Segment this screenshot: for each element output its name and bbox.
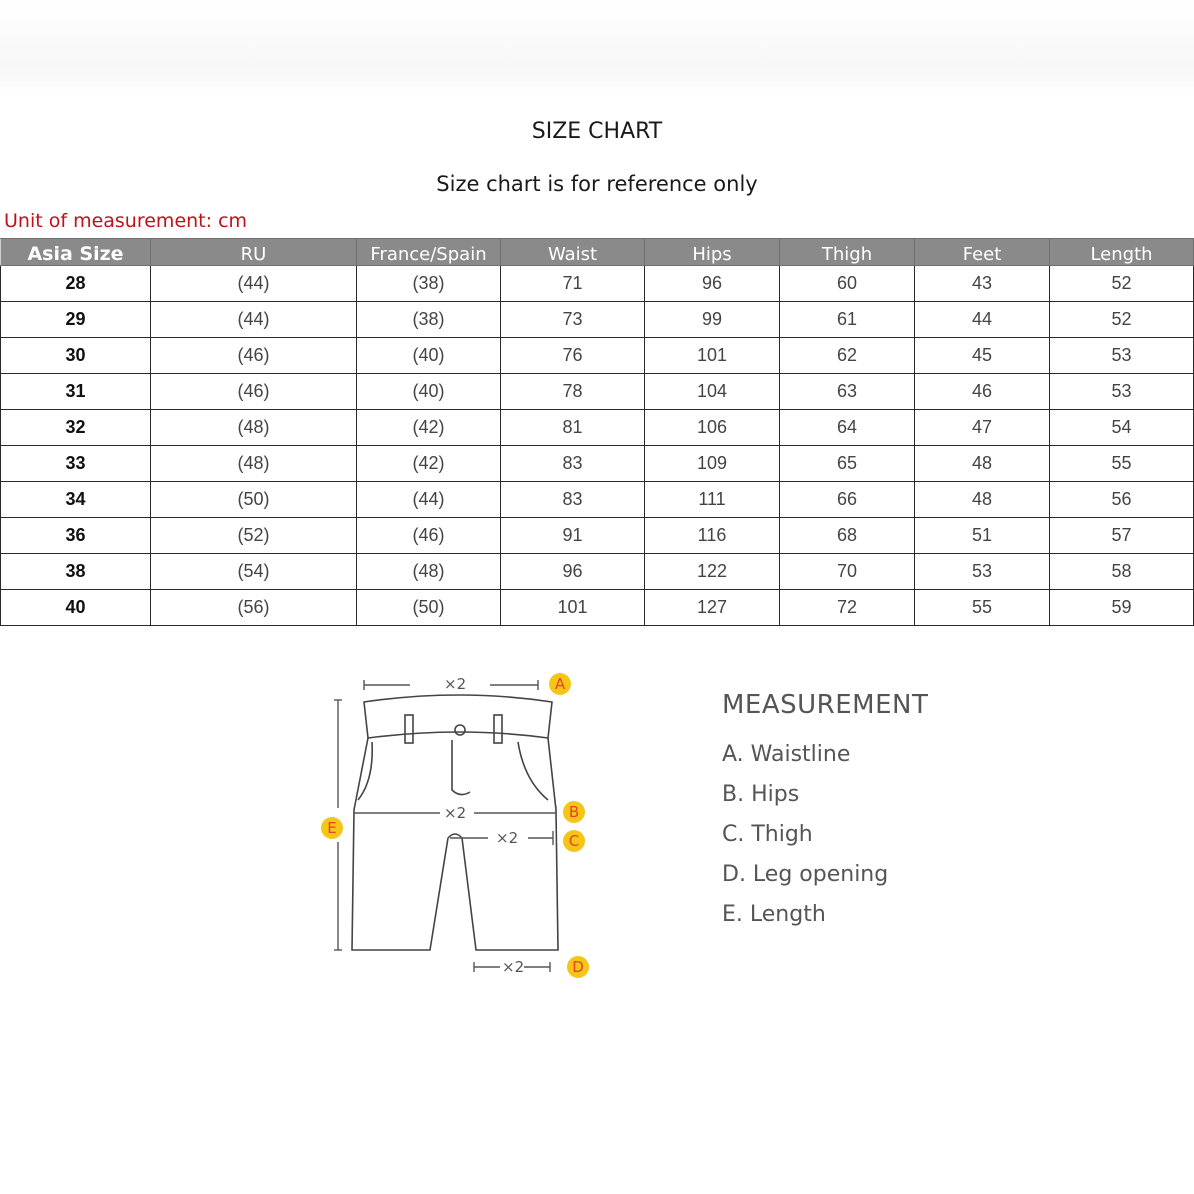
size-cell: 28: [1, 266, 151, 302]
header-waist: Waist: [501, 239, 645, 266]
table-header-row: [1, 239, 1194, 266]
header-ru: RU: [151, 239, 357, 266]
table-row: [1, 518, 1194, 554]
table-cell: 104: [645, 374, 780, 410]
table-cell: 48: [915, 482, 1050, 518]
marker-e-label: E: [327, 819, 337, 837]
table-cell: (42): [357, 410, 501, 446]
table-cell: 55: [1050, 446, 1194, 482]
x2-label-c: ×2: [496, 829, 519, 847]
table-cell: 96: [501, 554, 645, 590]
table-cell: 47: [915, 410, 1050, 446]
marker-c-label: C: [568, 832, 580, 850]
table-row: [1, 302, 1194, 338]
left-leg-outline: [352, 738, 448, 950]
header-asia-size: Asia Size: [1, 239, 151, 266]
table-cell: 61: [780, 302, 915, 338]
table-cell: 54: [1050, 410, 1194, 446]
table-cell: 76: [501, 338, 645, 374]
header-feet: Feet: [915, 239, 1050, 266]
size-cell: 38: [1, 554, 151, 590]
waistband-shape: [364, 695, 552, 738]
table-cell: 109: [645, 446, 780, 482]
page-title: SIZE CHART: [531, 119, 663, 144]
table-cell: (52): [151, 518, 357, 554]
measurement-item-hips: B. Hips: [722, 782, 800, 807]
header-length: Length: [1050, 239, 1194, 266]
table-row: [1, 482, 1194, 518]
table-cell: 91: [501, 518, 645, 554]
table-cell: 56: [1050, 482, 1194, 518]
table-cell: 53: [1050, 374, 1194, 410]
belt-loop-right: [494, 715, 502, 743]
table-cell: 45: [915, 338, 1050, 374]
table-cell: (40): [357, 338, 501, 374]
belt-loop-left: [405, 715, 413, 743]
table-cell: (40): [357, 374, 501, 410]
table-cell: 62: [780, 338, 915, 374]
table-cell: 101: [645, 338, 780, 374]
marker-a-label: A: [554, 675, 566, 693]
x2-label-d: ×2: [502, 958, 525, 976]
table-cell: 122: [645, 554, 780, 590]
table-cell: 60: [780, 266, 915, 302]
table-cell: (44): [151, 302, 357, 338]
size-cell: 40: [1, 590, 151, 626]
table-row: [1, 338, 1194, 374]
table-cell: 53: [1050, 338, 1194, 374]
top-fade-band: [0, 0, 1194, 95]
table-cell: 72: [780, 590, 915, 626]
table-body: [1, 266, 1194, 626]
table-cell: 53: [915, 554, 1050, 590]
table-cell: (54): [151, 554, 357, 590]
measurement-item-length: E. Length: [722, 902, 826, 927]
table-cell: 96: [645, 266, 780, 302]
table-cell: 52: [1050, 302, 1194, 338]
table-cell: (44): [357, 482, 501, 518]
size-cell: 34: [1, 482, 151, 518]
table-cell: 106: [645, 410, 780, 446]
table-cell: (50): [357, 590, 501, 626]
table-cell: (46): [151, 338, 357, 374]
table-cell: (44): [151, 266, 357, 302]
shorts-diagram: [310, 660, 610, 990]
measurement-item-waistline: A. Waistline: [722, 742, 851, 767]
measurement-item-thigh: C. Thigh: [722, 822, 813, 847]
table-cell: 99: [645, 302, 780, 338]
table-cell: 51: [915, 518, 1050, 554]
fly-shape: [452, 740, 470, 795]
table-cell: 116: [645, 518, 780, 554]
table-cell: 57: [1050, 518, 1194, 554]
table-cell: 44: [915, 302, 1050, 338]
table-cell: 48: [915, 446, 1050, 482]
table-cell: 59: [1050, 590, 1194, 626]
marker-b-label: B: [568, 803, 580, 821]
size-cell: 29: [1, 302, 151, 338]
table-cell: 64: [780, 410, 915, 446]
table-row: [1, 374, 1194, 410]
size-table: [0, 238, 1194, 626]
table-cell: (48): [151, 446, 357, 482]
table-cell: 78: [501, 374, 645, 410]
button-shape: [455, 725, 465, 735]
table-cell: 127: [645, 590, 780, 626]
marker-d-label: D: [572, 958, 584, 976]
size-cell: 31: [1, 374, 151, 410]
table-cell: 65: [780, 446, 915, 482]
x2-label-b: ×2: [444, 804, 467, 822]
measurement-item-leg-opening: D. Leg opening: [722, 862, 889, 887]
table-cell: 111: [645, 482, 780, 518]
size-cell: 32: [1, 410, 151, 446]
table-cell: 70: [780, 554, 915, 590]
header-thigh: Thigh: [780, 239, 915, 266]
table-cell: (46): [151, 374, 357, 410]
table-cell: 46: [915, 374, 1050, 410]
table-cell: 68: [780, 518, 915, 554]
measurement-list: [722, 742, 888, 942]
table-cell: 52: [1050, 266, 1194, 302]
table-cell: 66: [780, 482, 915, 518]
header-hips: Hips: [645, 239, 780, 266]
table-row: [1, 590, 1194, 626]
size-cell: 36: [1, 518, 151, 554]
table-row: [1, 446, 1194, 482]
table-cell: 58: [1050, 554, 1194, 590]
table-row: [1, 266, 1194, 302]
table-row: [1, 410, 1194, 446]
measurement-title: MEASUREMENT: [722, 690, 929, 720]
table-cell: (56): [151, 590, 357, 626]
table-cell: 63: [780, 374, 915, 410]
table-cell: 83: [501, 482, 645, 518]
table-cell: 83: [501, 446, 645, 482]
table-cell: (50): [151, 482, 357, 518]
page-subtitle: Size chart is for reference only: [436, 172, 758, 196]
table-cell: 55: [915, 590, 1050, 626]
size-cell: 30: [1, 338, 151, 374]
table-cell: (38): [357, 266, 501, 302]
table-cell: (38): [357, 302, 501, 338]
table-cell: (46): [357, 518, 501, 554]
header-france-spain: France/Spain: [357, 239, 501, 266]
table-cell: 71: [501, 266, 645, 302]
pocket-right: [518, 742, 548, 800]
table-cell: 73: [501, 302, 645, 338]
table-cell: 101: [501, 590, 645, 626]
table-row: [1, 554, 1194, 590]
x2-label-a: ×2: [444, 675, 467, 693]
size-cell: 33: [1, 446, 151, 482]
table-cell: (48): [151, 410, 357, 446]
table-cell: (42): [357, 446, 501, 482]
table-cell: 43: [915, 266, 1050, 302]
table-cell: (48): [357, 554, 501, 590]
table-cell: 81: [501, 410, 645, 446]
unit-note: Unit of measurement: cm: [4, 210, 248, 232]
